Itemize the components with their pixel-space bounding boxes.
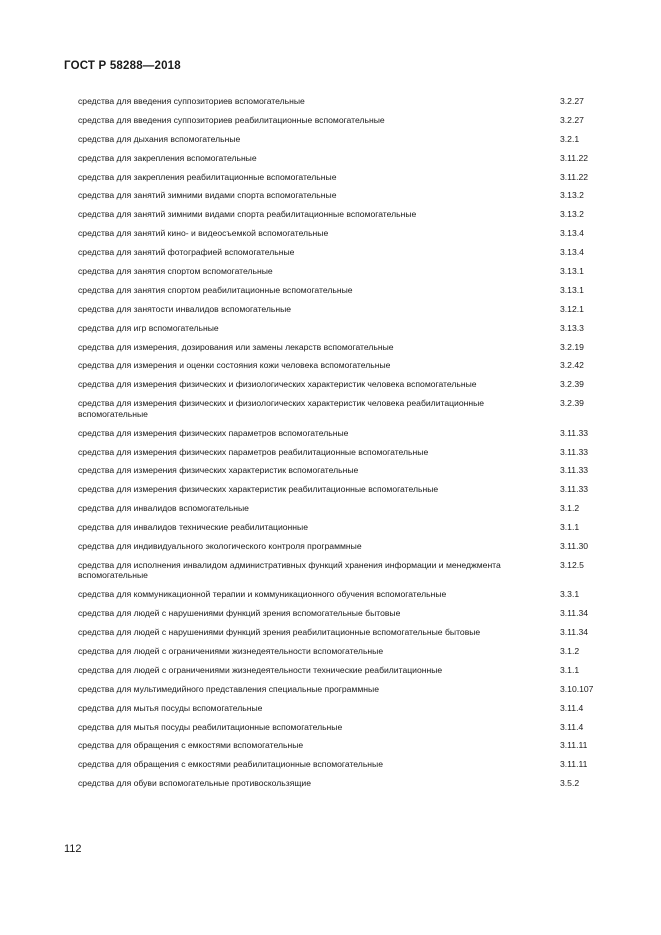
- index-entry: [78, 608, 608, 619]
- index-term: средства для исполнения инвалидом административных функций хранения информации и менеджмента вспомогательные: [78, 559, 501, 581]
- index-term: средства для занятий фотографией вспомогательные: [78, 247, 295, 258]
- index-term: средства для измерения и оценки состояния кожи человека вспомогательные: [78, 360, 391, 371]
- index-entry: [78, 342, 608, 353]
- index-reference: 3.11.33: [560, 446, 589, 457]
- index-term: средства для игр вспомогательные: [78, 322, 219, 333]
- index-term: средства для людей с нарушениями функций зрения вспомогательные бытовые: [78, 608, 401, 619]
- index-entry: [78, 684, 608, 695]
- index-entry: [78, 759, 608, 770]
- index-term: средства для измерения физических и физиологических характеристик человека реабилитационные вспомогательные: [78, 398, 485, 419]
- index-entry: [78, 134, 608, 145]
- index-term: средства для коммуникационной терапии и коммуникационного обучения вспомогательные: [78, 589, 447, 600]
- index-term: средства для мытья посуды реабилитационные вспомогательные: [78, 721, 343, 732]
- index-term: средства для измерения физических и физиологических характеристик человека вспомогательные: [78, 379, 477, 390]
- index-term: средства для занятия спортом реабилитационные вспомогательные: [78, 284, 353, 295]
- index-reference: 3.13.2: [560, 209, 584, 220]
- index-reference: 3.13.1: [560, 284, 584, 295]
- index-reference: 3.11.33: [560, 465, 589, 476]
- index-term: средства для обращения с емкостями вспомогательные: [78, 740, 304, 751]
- index-term: средства для занятости инвалидов вспомогательные: [78, 303, 292, 314]
- index-entry: [78, 190, 608, 201]
- index-term: средства для обуви вспомогательные противоскользящие: [78, 778, 312, 789]
- index-entry: [78, 722, 608, 733]
- index-entry: [78, 589, 608, 600]
- index-entry: [78, 266, 608, 277]
- index-entry: [78, 172, 608, 183]
- index-reference: 3.1.1: [560, 522, 580, 533]
- index-entry: [78, 465, 608, 476]
- index-term: средства для обращения с емкостями реабилитационные вспомогательные: [78, 759, 383, 770]
- index-reference: 3.1.1: [560, 664, 580, 675]
- index-entry: [78, 379, 608, 390]
- index-entry: [78, 360, 608, 371]
- index-reference: 3.10.107: [560, 683, 594, 694]
- index-entry: [78, 627, 608, 638]
- index-term: средства для занятий кино- и видеосъемкой вспомогательные: [78, 228, 329, 239]
- index-reference: 3.2.42: [560, 360, 584, 371]
- index-reference: 3.11.11: [560, 759, 588, 770]
- index-term: средства для закрепления вспомогательные: [78, 152, 257, 163]
- index-term: средства для мытья посуды вспомогательные: [78, 702, 263, 713]
- index-term: средства для измерения физических параметров реабилитационные вспомогательные: [78, 446, 429, 457]
- index-reference: 3.2.1: [560, 133, 580, 144]
- index-term: средства для измерения физических характеристик вспомогательные: [78, 465, 359, 476]
- index-reference: 3.5.2: [560, 778, 580, 789]
- index-term: средства для введения суппозиториев реабилитационные вспомогательные: [78, 114, 385, 125]
- index-entry: [78, 503, 608, 514]
- index-reference: 3.1.2: [560, 645, 580, 656]
- index-list: [78, 96, 608, 797]
- page-number: 112: [64, 843, 82, 855]
- index-reference: 3.11.11: [560, 740, 588, 751]
- index-reference: 3.12.1: [560, 303, 584, 314]
- index-reference: 3.3.1: [560, 589, 580, 600]
- index-entry: [78, 115, 608, 126]
- index-reference: 3.11.4: [560, 702, 584, 713]
- index-entry: [78, 285, 608, 296]
- index-reference: 3.13.3: [560, 322, 584, 333]
- index-term: средства для введения суппозиториев вспомогательные: [78, 96, 305, 106]
- index-reference: 3.2.39: [560, 398, 584, 409]
- index-reference: 3.13.4: [560, 228, 584, 239]
- index-term: средства для индивидуального экологического контроля программные: [78, 540, 362, 551]
- index-reference: 3.2.39: [560, 379, 584, 390]
- index-reference: 3.13.2: [560, 190, 584, 201]
- index-term: средства для занятий зимними видами спорта вспомогательные: [78, 190, 337, 201]
- index-entry: [78, 778, 608, 789]
- index-reference: 3.12.5: [560, 559, 584, 570]
- index-term: средства для измерения физических параметров вспомогательные: [78, 427, 349, 438]
- index-entry: [78, 522, 608, 533]
- index-term: средства для дыхания вспомогательные: [78, 133, 241, 144]
- index-reference: 3.11.34: [560, 608, 589, 619]
- index-entry: [78, 228, 608, 239]
- index-entry: [78, 703, 608, 714]
- index-entry: [78, 247, 608, 258]
- index-entry: [78, 209, 608, 220]
- document-header: ГОСТ Р 58288—2018: [64, 60, 181, 72]
- index-reference: 3.11.30: [560, 540, 589, 551]
- index-term: средства для измерения, дозирования или замены лекарств вспомогательные: [78, 341, 394, 352]
- index-entry: [78, 304, 608, 315]
- index-reference: 3.2.27: [560, 114, 584, 125]
- index-term: средства для закрепления реабилитационные вспомогательные: [78, 171, 337, 182]
- index-term: средства для занятий зимними видами спорта реабилитационные вспомогательные: [78, 209, 417, 220]
- index-entry: [78, 447, 608, 458]
- index-reference: 3.2.19: [560, 341, 584, 352]
- index-reference: 3.2.27: [560, 96, 584, 106]
- index-term: средства для мультимедийного представления специальные программные: [78, 683, 379, 694]
- index-reference: 3.11.34: [560, 627, 589, 638]
- index-term: средства для людей с ограничениями жизнедеятельности технические реабилитационные: [78, 664, 443, 675]
- index-term: средства для занятия спортом вспомогательные: [78, 266, 273, 277]
- index-entry: [78, 323, 608, 334]
- index-reference: 3.13.1: [560, 266, 584, 277]
- index-term: средства для людей с нарушениями функций зрения реабилитационные вспомогательные бытовые: [78, 627, 481, 638]
- index-term: средства для измерения физических характеристик реабилитационные вспомогательные: [78, 484, 439, 495]
- index-reference: 3.1.2: [560, 503, 580, 514]
- index-reference: 3.11.22: [560, 152, 589, 163]
- index-entry: [78, 646, 608, 657]
- index-entry: [78, 665, 608, 676]
- index-reference: 3.11.22: [560, 171, 589, 182]
- index-entry: [78, 484, 608, 495]
- index-reference: 3.11.4: [560, 721, 584, 732]
- index-entry: [78, 541, 608, 552]
- index-reference: 3.11.33: [560, 484, 589, 495]
- index-entry: [78, 560, 608, 581]
- index-entry: [78, 428, 608, 439]
- index-term: средства для инвалидов технические реабилитационные: [78, 522, 308, 533]
- index-reference: 3.13.4: [560, 247, 584, 258]
- index-reference: 3.11.33: [560, 427, 589, 438]
- index-term: средства для людей с ограничениями жизнедеятельности вспомогательные: [78, 645, 384, 656]
- index-entry: [78, 740, 608, 751]
- index-term: средства для инвалидов вспомогательные: [78, 503, 249, 514]
- index-entry: [78, 153, 608, 164]
- index-entry: [78, 398, 608, 419]
- index-entry: [78, 96, 608, 107]
